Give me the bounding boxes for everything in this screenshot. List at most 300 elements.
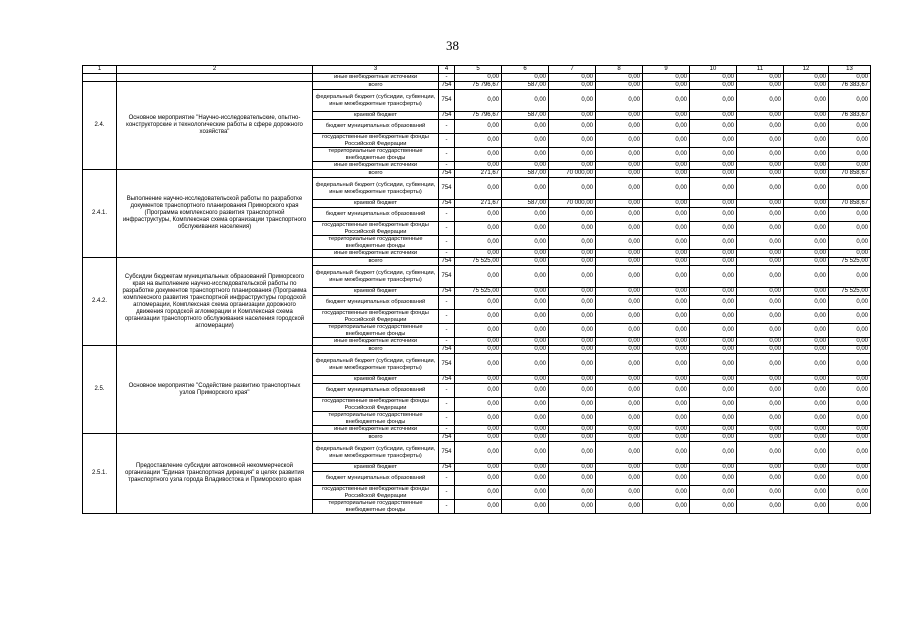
source-cell: территориальные государственные внебюджетные фонды (313, 148, 439, 162)
value-cell: 0,00 (784, 442, 829, 464)
value-cell: 0,00 (784, 90, 829, 112)
value-cell: 0,00 (829, 236, 871, 250)
value-cell: 0,00 (596, 338, 643, 346)
value-cell: 0,00 (784, 434, 829, 442)
value-cell: 0,00 (690, 266, 737, 288)
value-cell: 75 525,00 (829, 258, 871, 266)
code-cell: - (439, 208, 455, 222)
value-cell: 0,00 (549, 288, 596, 296)
column-header: 1 (83, 66, 117, 74)
name-cell (117, 74, 313, 82)
value-cell: 0,00 (596, 434, 643, 442)
source-cell: территориальные государственные внебюджетные фонды (313, 236, 439, 250)
value-cell: 0,00 (596, 170, 643, 178)
id-cell (83, 74, 117, 82)
value-cell: 0,00 (829, 250, 871, 258)
table-row (83, 170, 871, 178)
value-cell: 0,00 (502, 134, 549, 148)
value-cell: 0,00 (737, 442, 784, 464)
value-cell: 0,00 (690, 200, 737, 208)
code-cell: 754 (439, 112, 455, 120)
value-cell: 0,00 (596, 288, 643, 296)
value-cell: 0,00 (455, 266, 502, 288)
value-cell: 0,00 (643, 266, 690, 288)
value-cell: 0,00 (549, 134, 596, 148)
value-cell: 0,00 (737, 120, 784, 134)
value-cell: 0,00 (596, 376, 643, 384)
value-cell: 0,00 (737, 178, 784, 200)
value-cell: 0,00 (643, 74, 690, 82)
value-cell: 0,00 (596, 486, 643, 500)
value-cell: 0,00 (784, 310, 829, 324)
value-cell: 0,00 (737, 162, 784, 170)
code-cell: - (439, 426, 455, 434)
value-cell: 0,00 (549, 412, 596, 426)
value-cell: 587,00 (502, 170, 549, 178)
value-cell: 0,00 (643, 258, 690, 266)
value-cell: 0,00 (596, 500, 643, 514)
value-cell: 0,00 (502, 288, 549, 296)
value-cell: 0,00 (549, 178, 596, 200)
value-cell: 0,00 (596, 82, 643, 90)
source-cell: всего (313, 434, 439, 442)
value-cell: 0,00 (737, 354, 784, 376)
value-cell: 0,00 (784, 74, 829, 82)
value-cell: 0,00 (549, 376, 596, 384)
value-cell: 0,00 (502, 384, 549, 398)
code-cell: 754 (439, 90, 455, 112)
value-cell: 0,00 (502, 434, 549, 442)
value-cell: 0,00 (455, 486, 502, 500)
source-cell: бюджет муниципальных образований (313, 472, 439, 486)
section-name: Основное мероприятие "Содействие развитию транспортных узлов Приморского края" (117, 346, 313, 434)
value-cell: 0,00 (784, 486, 829, 500)
value-cell: 0,00 (643, 354, 690, 376)
source-cell: бюджет муниципальных образований (313, 384, 439, 398)
code-cell: 754 (439, 178, 455, 200)
value-cell: 0,00 (643, 208, 690, 222)
value-cell: 0,00 (784, 398, 829, 412)
value-cell: 0,00 (549, 346, 596, 354)
value-cell: 0,00 (549, 472, 596, 486)
value-cell: 0,00 (690, 376, 737, 384)
value-cell: 0,00 (455, 398, 502, 412)
column-header: 10 (690, 66, 737, 74)
value-cell: 0,00 (643, 310, 690, 324)
value-cell: 0,00 (596, 134, 643, 148)
value-cell: 0,00 (596, 162, 643, 170)
value-cell: 0,00 (829, 472, 871, 486)
section-id: 2.4.1. (83, 170, 117, 258)
value-cell: 0,00 (596, 464, 643, 472)
value-cell: 0,00 (829, 442, 871, 464)
value-cell: 0,00 (737, 134, 784, 148)
value-cell: 0,00 (737, 412, 784, 426)
value-cell: 0,00 (690, 398, 737, 412)
value-cell: 0,00 (690, 250, 737, 258)
value-cell: 0,00 (549, 148, 596, 162)
value-cell: 0,00 (455, 338, 502, 346)
value-cell: 0,00 (455, 208, 502, 222)
value-cell: 0,00 (549, 486, 596, 500)
value-cell: 0,00 (502, 162, 549, 170)
section-id: 2.5. (83, 346, 117, 434)
section-id: 2.4.2. (83, 258, 117, 346)
value-cell: 271,67 (455, 170, 502, 178)
code-cell: - (439, 296, 455, 310)
value-cell: 0,00 (643, 112, 690, 120)
value-cell: 0,00 (455, 324, 502, 338)
value-cell: 0,00 (549, 354, 596, 376)
value-cell: 0,00 (690, 82, 737, 90)
value-cell: 0,00 (690, 222, 737, 236)
value-cell: 0,00 (596, 148, 643, 162)
value-cell: 0,00 (502, 258, 549, 266)
column-header: 6 (502, 66, 549, 74)
value-cell: 0,00 (829, 412, 871, 426)
value-cell: 0,00 (502, 148, 549, 162)
source-cell: иные внебюджетные источники (313, 74, 439, 82)
value-cell: 0,00 (737, 346, 784, 354)
value-cell: 0,00 (643, 398, 690, 412)
value-cell: 0,00 (643, 236, 690, 250)
value-cell: 0,00 (784, 412, 829, 426)
value-cell: 70 858,67 (829, 170, 871, 178)
value-cell: 0,00 (784, 338, 829, 346)
value-cell: 0,00 (690, 338, 737, 346)
value-cell: 0,00 (737, 464, 784, 472)
value-cell: 0,00 (737, 222, 784, 236)
value-cell: 0,00 (502, 442, 549, 464)
value-cell: 0,00 (596, 250, 643, 258)
value-cell: 0,00 (549, 266, 596, 288)
source-cell: государственные внебюджетные фонды Российской Федерации (313, 398, 439, 412)
value-cell: 70 000,00 (549, 200, 596, 208)
value-cell: 0,00 (643, 426, 690, 434)
value-cell: 0,00 (643, 500, 690, 514)
source-cell: федеральный бюджет (субсидии, субвенции, иные межбюджетные трансферты) (313, 354, 439, 376)
value-cell: 0,00 (596, 412, 643, 426)
value-cell: 0,00 (784, 266, 829, 288)
value-cell: 0,00 (690, 486, 737, 500)
value-cell: 0,00 (690, 134, 737, 148)
value-cell: 0,00 (829, 222, 871, 236)
value-cell: 0,00 (829, 346, 871, 354)
value-cell: 0,00 (502, 178, 549, 200)
source-cell: федеральный бюджет (субсидии, субвенции, иные межбюджетные трансферты) (313, 90, 439, 112)
value-cell: 0,00 (690, 258, 737, 266)
code-cell: 754 (439, 434, 455, 442)
value-cell: 0,00 (784, 148, 829, 162)
code-cell: - (439, 134, 455, 148)
code-cell: - (439, 472, 455, 486)
value-cell: 0,00 (549, 398, 596, 412)
value-cell: 0,00 (784, 120, 829, 134)
value-cell: 0,00 (549, 82, 596, 90)
value-cell: 0,00 (829, 74, 871, 82)
value-cell: 0,00 (829, 398, 871, 412)
column-header: 7 (549, 66, 596, 74)
value-cell: 0,00 (737, 296, 784, 310)
value-cell: 0,00 (455, 74, 502, 82)
code-cell: - (439, 338, 455, 346)
value-cell: 0,00 (737, 170, 784, 178)
code-cell: - (439, 250, 455, 258)
value-cell: 0,00 (596, 236, 643, 250)
value-cell: 0,00 (643, 472, 690, 486)
value-cell: 0,00 (549, 310, 596, 324)
source-cell: иные внебюджетные источники (313, 338, 439, 346)
value-cell: 0,00 (596, 258, 643, 266)
value-cell: 0,00 (690, 120, 737, 134)
value-cell: 0,00 (502, 500, 549, 514)
value-cell: 0,00 (737, 384, 784, 398)
value-cell: 0,00 (502, 222, 549, 236)
value-cell: 75 525,00 (829, 288, 871, 296)
value-cell: 0,00 (643, 464, 690, 472)
value-cell: 0,00 (596, 74, 643, 82)
value-cell: 0,00 (737, 472, 784, 486)
value-cell: 0,00 (784, 222, 829, 236)
code-cell: - (439, 500, 455, 514)
code-cell: - (439, 398, 455, 412)
value-cell: 0,00 (643, 222, 690, 236)
value-cell: 0,00 (784, 354, 829, 376)
section-id: 2.5.1. (83, 434, 117, 514)
code-cell: - (439, 162, 455, 170)
value-cell: 0,00 (502, 208, 549, 222)
value-cell: 0,00 (596, 310, 643, 324)
source-cell: всего (313, 346, 439, 354)
value-cell: 0,00 (549, 296, 596, 310)
source-cell: государственные внебюджетные фонды Российской Федерации (313, 310, 439, 324)
value-cell: 0,00 (829, 500, 871, 514)
section-name: Предоставление субсидии автономной некоммерческой организации "Единая транспортная дирекция" в целях развития транспортного узла города Владивостока и Приморского края (117, 434, 313, 514)
value-cell: 0,00 (455, 250, 502, 258)
value-cell: 0,00 (737, 200, 784, 208)
value-cell: 0,00 (502, 296, 549, 310)
code-cell: - (439, 222, 455, 236)
value-cell: 0,00 (829, 354, 871, 376)
value-cell: 76 383,67 (829, 112, 871, 120)
value-cell: 0,00 (784, 296, 829, 310)
value-cell: 0,00 (643, 434, 690, 442)
value-cell: 0,00 (737, 426, 784, 434)
value-cell: 0,00 (784, 162, 829, 170)
value-cell: 0,00 (690, 162, 737, 170)
value-cell: 0,00 (829, 434, 871, 442)
value-cell: 0,00 (596, 200, 643, 208)
value-cell: 70 000,00 (549, 170, 596, 178)
value-cell: 0,00 (455, 222, 502, 236)
value-cell: 0,00 (502, 120, 549, 134)
value-cell: 0,00 (643, 412, 690, 426)
value-cell: 0,00 (596, 120, 643, 134)
value-cell: 0,00 (643, 346, 690, 354)
code-cell: 754 (439, 346, 455, 354)
code-cell: 754 (439, 82, 455, 90)
value-cell: 0,00 (829, 324, 871, 338)
value-cell: 0,00 (596, 324, 643, 338)
value-cell: 0,00 (502, 266, 549, 288)
value-cell: 0,00 (690, 112, 737, 120)
value-cell: 0,00 (784, 324, 829, 338)
source-cell: федеральный бюджет (субсидии, субвенции, иные межбюджетные трансферты) (313, 266, 439, 288)
value-cell: 0,00 (549, 384, 596, 398)
value-cell: 0,00 (643, 200, 690, 208)
value-cell: 0,00 (690, 426, 737, 434)
value-cell: 0,00 (690, 434, 737, 442)
value-cell: 0,00 (737, 310, 784, 324)
code-cell: 754 (439, 376, 455, 384)
table-row (83, 82, 871, 90)
value-cell: 0,00 (643, 376, 690, 384)
value-cell: 0,00 (690, 324, 737, 338)
value-cell: 0,00 (596, 426, 643, 434)
value-cell: 0,00 (596, 90, 643, 112)
value-cell: 0,00 (690, 500, 737, 514)
code-cell: 754 (439, 442, 455, 464)
value-cell: 0,00 (455, 376, 502, 384)
source-cell: территориальные государственные внебюджетные фонды (313, 324, 439, 338)
table-row (83, 346, 871, 354)
source-cell: бюджет муниципальных образований (313, 120, 439, 134)
value-cell: 0,00 (455, 310, 502, 324)
table-row (83, 434, 871, 442)
value-cell: 0,00 (549, 426, 596, 434)
value-cell: 0,00 (502, 74, 549, 82)
value-cell: 75 796,67 (455, 112, 502, 120)
value-cell: 0,00 (596, 472, 643, 486)
value-cell: 0,00 (690, 288, 737, 296)
value-cell: 0,00 (784, 236, 829, 250)
value-cell: 0,00 (643, 148, 690, 162)
value-cell: 0,00 (502, 354, 549, 376)
section-name: Основное мероприятие "Научно-исследовательские, опытно-конструкторские и технологические работы в сфере дорожного хозяйства" (117, 82, 313, 170)
code-cell: 754 (439, 170, 455, 178)
value-cell: 0,00 (549, 500, 596, 514)
value-cell: 0,00 (737, 74, 784, 82)
value-cell: 0,00 (549, 464, 596, 472)
value-cell: 0,00 (596, 296, 643, 310)
column-header: 4 (439, 66, 455, 74)
value-cell: 0,00 (455, 148, 502, 162)
value-cell: 0,00 (455, 434, 502, 442)
source-cell: территориальные государственные внебюджетные фонды (313, 412, 439, 426)
value-cell: 0,00 (502, 426, 549, 434)
value-cell: 0,00 (784, 134, 829, 148)
value-cell: 0,00 (784, 250, 829, 258)
code-cell: - (439, 384, 455, 398)
value-cell: 0,00 (596, 442, 643, 464)
value-cell: 0,00 (502, 398, 549, 412)
code-cell: - (439, 148, 455, 162)
value-cell: 0,00 (549, 434, 596, 442)
section-name: Субсидии бюджетам муниципальных образований Приморского края на выполнение научно-исследовательской работы по разработке документов транспортного планирования (Программа комплексного развития транспортной инфраструктуры городской агломерации, Комплексная схема организации дорожного движения городской агломерации и Комплексная схема организации транспортного обслуживания населения городской агломерации) (117, 258, 313, 346)
value-cell: 0,00 (829, 178, 871, 200)
source-cell: всего (313, 258, 439, 266)
value-cell: 0,00 (784, 472, 829, 486)
value-cell: 0,00 (455, 236, 502, 250)
value-cell: 0,00 (643, 486, 690, 500)
value-cell: 271,67 (455, 200, 502, 208)
value-cell: 0,00 (502, 310, 549, 324)
source-cell: иные внебюджетные источники (313, 162, 439, 170)
value-cell: 0,00 (549, 112, 596, 120)
value-cell: 0,00 (549, 338, 596, 346)
value-cell: 0,00 (829, 338, 871, 346)
value-cell: 0,00 (643, 288, 690, 296)
column-header: 8 (596, 66, 643, 74)
value-cell: 0,00 (643, 120, 690, 134)
value-cell: 0,00 (455, 120, 502, 134)
value-cell: 0,00 (784, 464, 829, 472)
value-cell: 0,00 (829, 90, 871, 112)
value-cell: 0,00 (549, 208, 596, 222)
value-cell: 75 525,00 (455, 288, 502, 296)
value-cell: 0,00 (829, 148, 871, 162)
value-cell: 0,00 (737, 112, 784, 120)
budget-table (82, 65, 871, 514)
column-header: 12 (784, 66, 829, 74)
value-cell: 0,00 (690, 296, 737, 310)
source-cell: государственные внебюджетные фонды Российской Федерации (313, 486, 439, 500)
column-header: 9 (643, 66, 690, 74)
value-cell: 0,00 (737, 208, 784, 222)
value-cell: 0,00 (829, 464, 871, 472)
value-cell: 0,00 (784, 200, 829, 208)
value-cell: 0,00 (549, 442, 596, 464)
value-cell: 70 858,67 (829, 200, 871, 208)
value-cell: 0,00 (596, 222, 643, 236)
value-cell: 0,00 (690, 170, 737, 178)
page-number: 38 (446, 38, 459, 53)
value-cell: 0,00 (596, 346, 643, 354)
value-cell: 0,00 (690, 412, 737, 426)
value-cell: 0,00 (643, 178, 690, 200)
value-cell: 0,00 (690, 310, 737, 324)
value-cell: 0,00 (784, 170, 829, 178)
column-header: 2 (117, 66, 313, 74)
source-cell: краевой бюджет (313, 464, 439, 472)
value-cell: 0,00 (455, 296, 502, 310)
value-cell: 0,00 (502, 376, 549, 384)
value-cell: 0,00 (455, 500, 502, 514)
value-cell: 0,00 (455, 178, 502, 200)
value-cell: 0,00 (549, 236, 596, 250)
value-cell: 0,00 (643, 90, 690, 112)
code-cell: 754 (439, 258, 455, 266)
value-cell: 0,00 (455, 354, 502, 376)
value-cell: 0,00 (829, 208, 871, 222)
source-cell: краевой бюджет (313, 376, 439, 384)
value-cell: 0,00 (690, 148, 737, 162)
value-cell: 0,00 (596, 112, 643, 120)
value-cell: 75 796,67 (455, 82, 502, 90)
source-cell: федеральный бюджет (субсидии, субвенции, иные межбюджетные трансферты) (313, 442, 439, 464)
column-header: 11 (737, 66, 784, 74)
value-cell: 0,00 (737, 82, 784, 90)
value-cell: 587,00 (502, 200, 549, 208)
value-cell: 0,00 (549, 258, 596, 266)
table-row (83, 74, 871, 82)
value-cell: 0,00 (784, 258, 829, 266)
source-cell: территориальные государственные внебюджетные фонды (313, 500, 439, 514)
value-cell: 0,00 (455, 412, 502, 426)
value-cell: 0,00 (596, 208, 643, 222)
code-cell: 754 (439, 288, 455, 296)
value-cell: 0,00 (737, 324, 784, 338)
